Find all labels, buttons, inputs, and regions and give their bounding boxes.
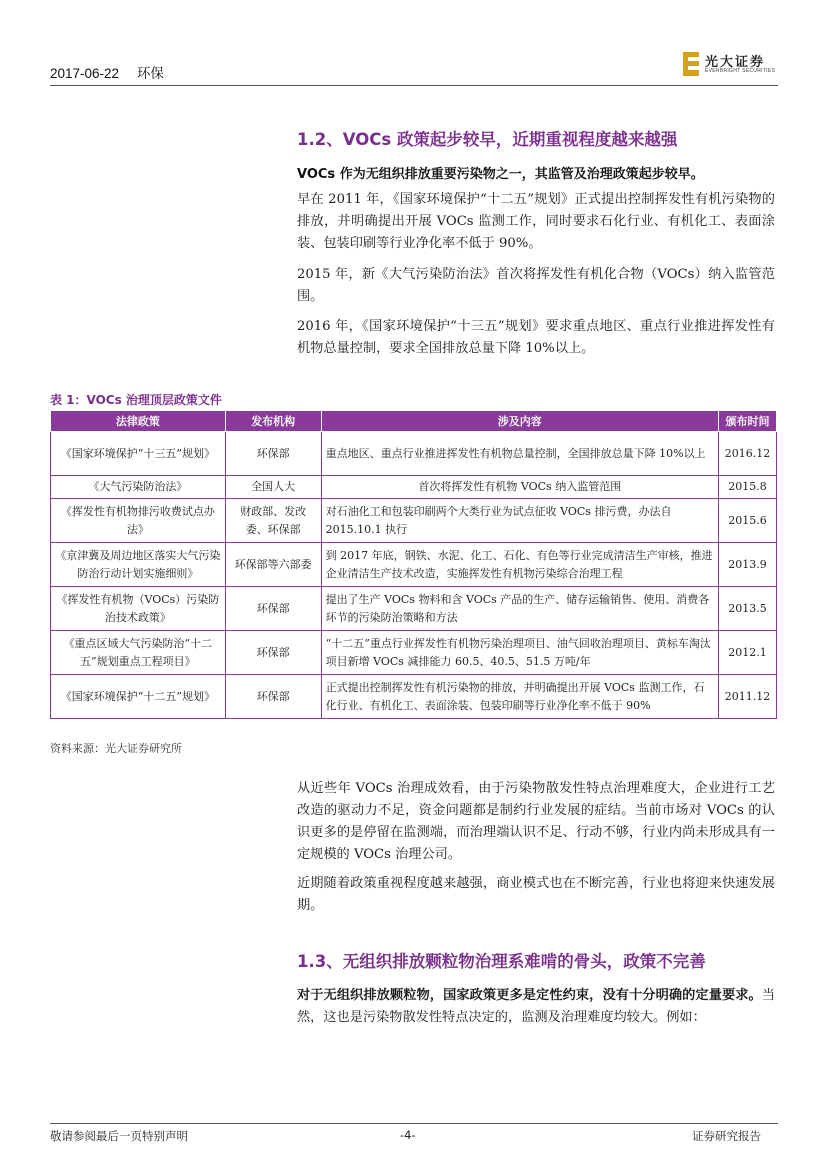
table-source: 资料来源：光大证券研究所	[50, 742, 182, 755]
policy-cell: 《挥发性有机物（VOCs）污染防治技术政策》	[51, 587, 226, 631]
logo-text-en: EVERBRIGHT SECURITIES	[705, 68, 776, 74]
section-lead: VOCs 作为无组织排放重要污染物之一，其监管及治理政策起步较早。	[297, 167, 704, 182]
header-divider	[50, 85, 778, 86]
date-cell: 2012.1	[718, 631, 776, 675]
policy-cell: 《国家环境保护“十二五”规划》	[51, 675, 226, 719]
column-header: 涉及内容	[321, 411, 718, 432]
column-header: 颁布时间	[718, 411, 776, 432]
policy-cell: 《重点区域大气污染防治“十二五”规划重点工程项目》	[51, 631, 226, 675]
lead-rest-text: 当然，这也是污染物散发性特点决定的，监测及治理难度均较大。例如：	[297, 988, 775, 1025]
agency-cell: 财政部、发改委、环保部	[225, 499, 321, 543]
table-row	[51, 543, 777, 587]
table-row	[51, 587, 777, 631]
page-header	[50, 62, 178, 82]
table-title: 表 1：VOCs 治理顶层政策文件	[50, 393, 222, 407]
date-cell: 2011.12	[718, 675, 776, 719]
agency-cell: 全国人大	[225, 476, 321, 499]
section-heading-1-2: 1.2、VOCs 政策起步较早，近期重视程度越来越强	[297, 130, 678, 149]
table-header-row	[51, 411, 777, 432]
footer-report-type: 证券研究报告	[692, 1129, 761, 1143]
agency-cell: 环保部等六部委	[225, 543, 321, 587]
policy-cell: 《国家环境保护“十三五”规划》	[51, 432, 226, 476]
page-number: -4-	[400, 1128, 416, 1142]
agency-cell: 环保部	[225, 631, 321, 675]
content-cell: 对石油化工和包装印刷两个大类行业为试点征收 VOCs 排污费，办法自 2015.10.1 执行	[321, 499, 718, 543]
footer-disclaimer: 敬请参阅最后一页特别声明	[50, 1129, 188, 1143]
table-row	[51, 432, 777, 476]
table-row	[51, 476, 777, 499]
date-cell: 2015.8	[718, 476, 776, 499]
date-cell: 2013.5	[718, 587, 776, 631]
policy-table	[50, 410, 777, 719]
logo-text-cn: 光大证券	[705, 55, 766, 70]
company-logo	[683, 50, 783, 78]
body-paragraph: 2015 年，新《大气污染防治法》首次将挥发性有机化合物（VOCs）纳入监管范围。	[297, 267, 775, 304]
policy-cell: 《挥发性有机物排污收费试点办法》	[51, 499, 226, 543]
content-cell: 重点地区、重点行业推进挥发性有机物总量控制，全国排放总量下降 10%以上	[321, 432, 718, 476]
section-lead-paragraph	[297, 985, 775, 1029]
body-paragraph: 2016 年，《国家环境保护“十三五”规划》要求重点地区、重点行业推进挥发性有机物总量控制，要求全国排放总量下降 10%以上。	[297, 319, 775, 356]
date-cell: 2016.12	[718, 432, 776, 476]
date-cell: 2015.6	[718, 499, 776, 543]
table-row	[51, 631, 777, 675]
content-cell: 正式提出控制挥发性有机污染物的排放，并明确提出开展 VOCs 监测工作，石化行业、有机化工、表面涂装、包装印刷等行业净化率不低于 90%	[321, 675, 718, 719]
date-cell: 2013.9	[718, 543, 776, 587]
agency-cell: 环保部	[225, 432, 321, 476]
table-row	[51, 675, 777, 719]
footer-divider	[50, 1123, 778, 1124]
report-date: 2017-06-22	[50, 66, 120, 81]
body-paragraph: 从近些年 VOCs 治理成效看，由于污染物散发性特点治理难度大，企业进行工艺改造的驱动力不足，资金问题都是制约行业发展的症结。当前市场对 VOCs 的认识更多的是停留在监测端，而治理端认识不足、行动不够，行业内尚未形成具有一定规模的 VOCs 治理公司。	[297, 781, 775, 862]
column-header: 发布机构	[225, 411, 321, 432]
report-category: 环保	[136, 66, 164, 81]
content-cell: 提出了生产 VOCs 物料和含 VOCs 产品的生产、储存运输销售、使用、消费各环节的污染防治策略和方法	[321, 587, 718, 631]
logo-mark-icon	[683, 52, 699, 76]
policy-cell: 《大气污染防治法》	[51, 476, 226, 499]
policy-cell: 《京津冀及周边地区落实大气污染防治行动计划实施细则》	[51, 543, 226, 587]
agency-cell: 环保部	[225, 675, 321, 719]
table-row	[51, 499, 777, 543]
agency-cell: 环保部	[225, 587, 321, 631]
lead-bold-text: 对于无组织排放颗粒物，国家政策更多是定性约束，没有十分明确的定量要求。	[297, 988, 762, 1003]
body-paragraph: 近期随着政策重视程度越来越强，商业模式也在不断完善，行业也将迎来快速发展期。	[297, 876, 775, 913]
column-header: 法律政策	[51, 411, 226, 432]
content-cell: 首次将挥发性有机物 VOCs 纳入监管范围	[321, 476, 718, 499]
section-heading-1-3: 1.3、无组织排放颗粒物治理系难啃的骨头，政策不完善	[297, 952, 706, 971]
content-cell: “十二五”重点行业挥发性有机物污染治理项目、油气回收治理项目、黄标车淘汰项目新增 VOCs 减排能力 60.5、40.5、51.5 万吨/年	[321, 631, 718, 675]
content-cell: 到 2017 年底，钢铁、水泥、化工、石化、有色等行业完成清洁生产审核，推进企业清洁生产技术改造，实施挥发性有机物污染综合治理工程	[321, 543, 718, 587]
body-paragraph: 早在 2011 年，《国家环境保护“十二五”规划》正式提出控制挥发性有机污染物的排放，并明确提出开展 VOCs 监测工作，同时要求石化行业、有机化工、表面涂装、包装印刷等行业净化率不低于 90%。	[297, 192, 775, 251]
